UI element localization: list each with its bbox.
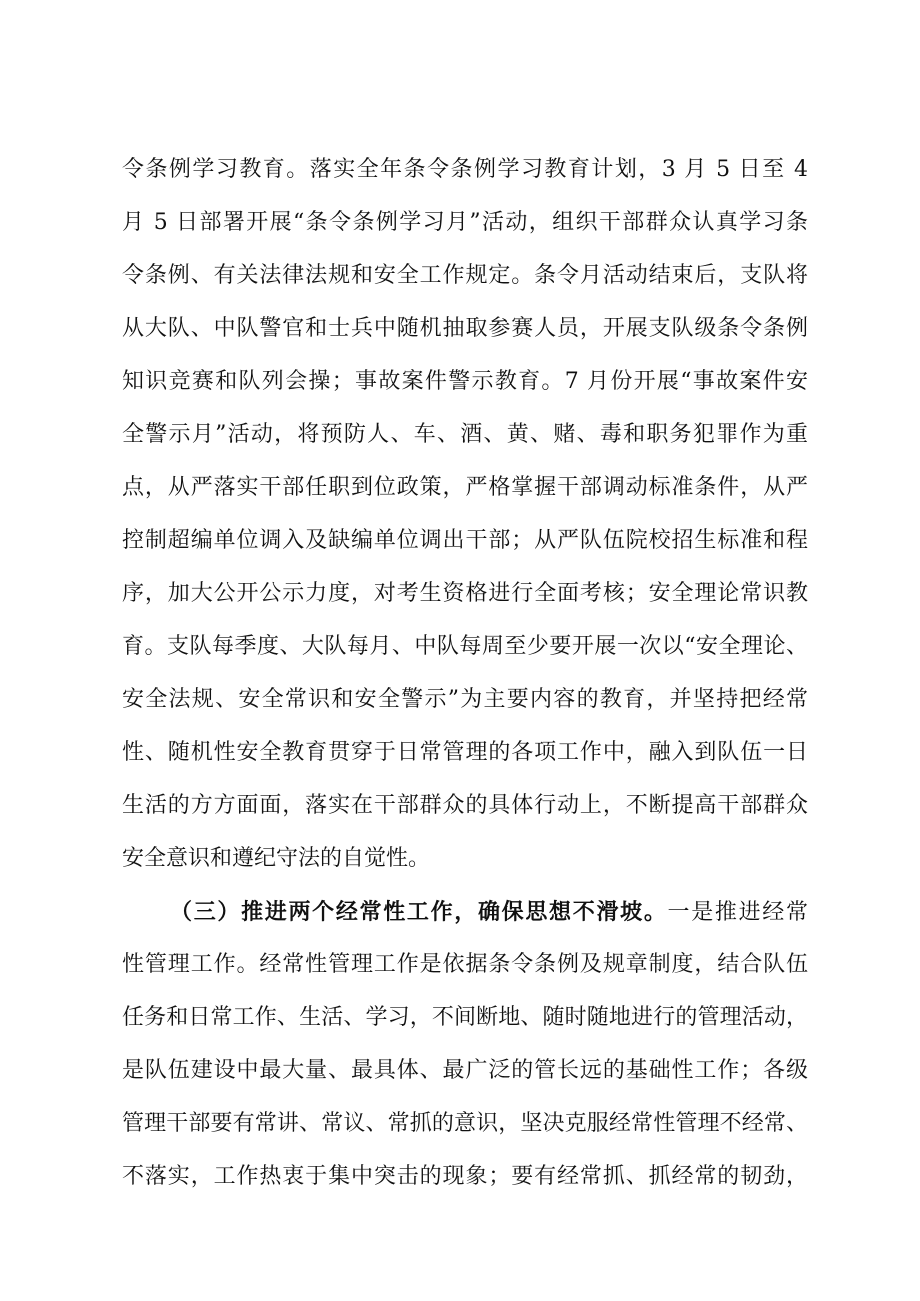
text-line: 任务和日常工作、生活、学习，不间断地、随时随地进行的管理活动， bbox=[122, 1005, 808, 1030]
text-line: 点，从严落实干部任职到位政策，严格掌握干部调动标准条件，从严 bbox=[122, 475, 808, 500]
text-line: 控制超编单位调入及缺编单位调出干部；从严队伍院校招生标准和程 bbox=[122, 528, 808, 553]
text-line: 从大队、中队警官和士兵中随机抽取参赛人员，开展支队级条令条例 bbox=[122, 316, 808, 341]
text-line: 月 5 日部署开展“条令条例学习月”活动，组织干部群众认真学习条 bbox=[122, 210, 808, 235]
text-line: 性管理工作。经常性管理工作是依据条令条例及规章制度，结合队伍 bbox=[122, 952, 808, 977]
text-line: 育。支队每季度、大队每月、中队每周至少要开展一次以“安全理论、 bbox=[122, 634, 808, 659]
text-line: 性、随机性安全教育贯穿于日常管理的各项工作中，融入到队伍一日 bbox=[122, 740, 808, 765]
section-heading-line bbox=[170, 897, 808, 928]
text-line: 安全法规、安全常识和安全警示”为主要内容的教育，并坚持把经常 bbox=[122, 687, 808, 712]
text-line: 是队伍建设中最大量、最具体、最广泛的管长远的基础性工作；各级 bbox=[122, 1058, 808, 1083]
section-heading: （三）推进两个经常性工作，确保思想不滑坡。 bbox=[170, 899, 668, 925]
text-line: 序，加大公开公示力度，对考生资格进行全面考核；安全理论常识教 bbox=[122, 581, 808, 606]
text-line: 令条例学习教育。落实全年条令条例学习教育计划，3 月 5 日至 4 bbox=[122, 157, 808, 182]
text-line: 不落实，工作热衷于集中突击的现象；要有经常抓、抓经常的韧劲， bbox=[122, 1164, 808, 1189]
text-line: 安全意识和遵纪守法的自觉性。 bbox=[122, 846, 431, 871]
text-run: 一是推进经常 bbox=[667, 900, 808, 925]
text-line: 全警示月”活动，将预防人、车、酒、黄、赌、毒和职务犯罪作为重 bbox=[122, 422, 808, 447]
text-line: 生活的方方面面，落实在干部群众的具体行动上，不断提高干部群众 bbox=[122, 793, 808, 818]
text-line: 管理干部要有常讲、常议、常抓的意识，坚决克服经常性管理不经常、 bbox=[122, 1111, 808, 1136]
text-line: 令条例、有关法律法规和安全工作规定。条令月活动结束后，支队将 bbox=[122, 263, 808, 288]
text-line: 知识竞赛和队列会操；事故案件警示教育。7 月份开展“事故案件安 bbox=[122, 369, 808, 394]
